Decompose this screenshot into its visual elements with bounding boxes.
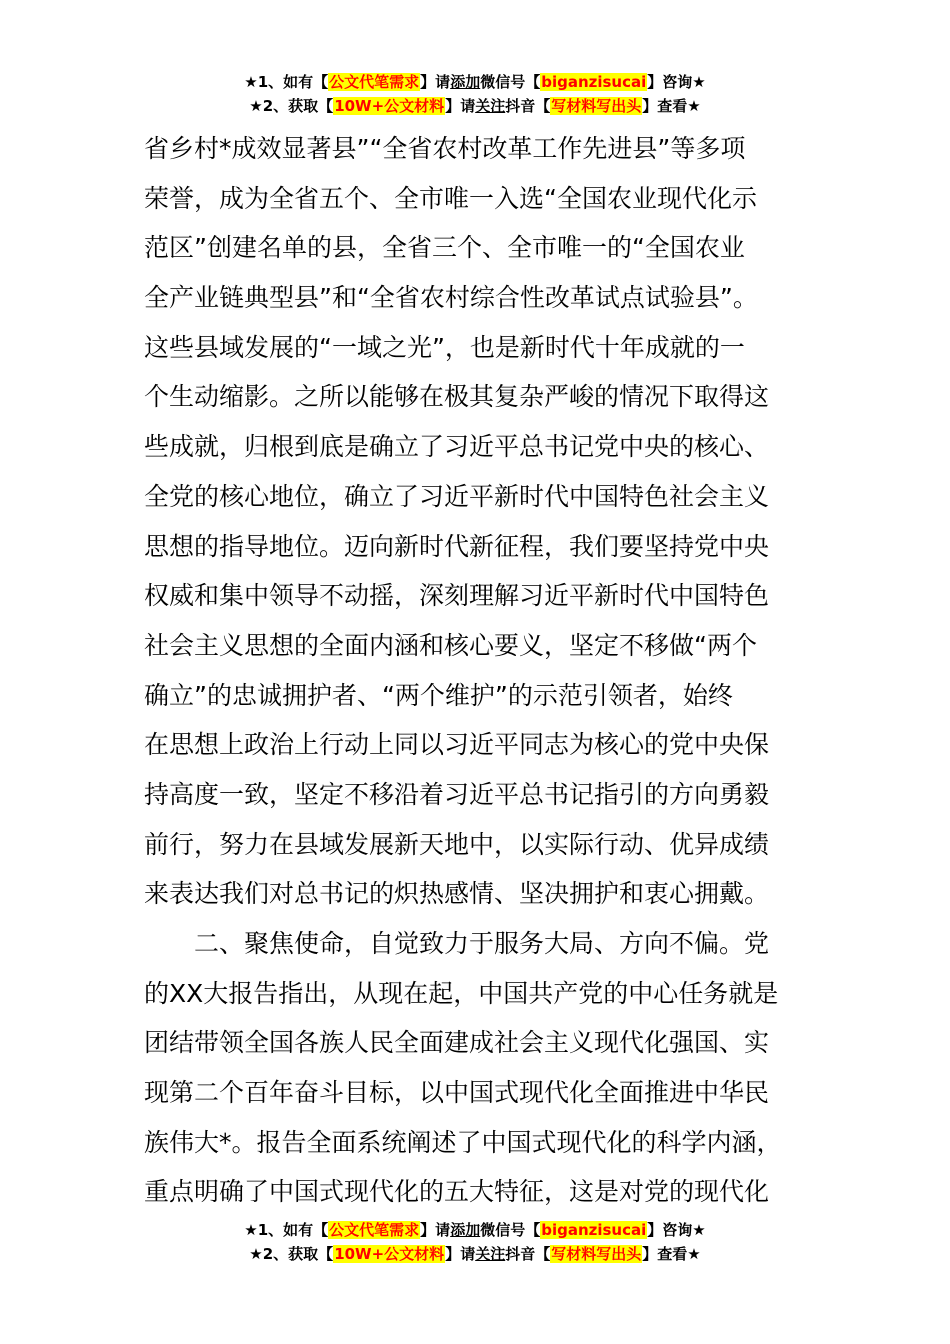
banner-text: ★1、如有【 [244,1221,329,1239]
paragraph-2 [144,919,809,1217]
text-line: 的XX大报告指出，从现在起，中国共产党的中心任务就是 [144,978,779,1008]
banner-highlight: 公文代笔需求 [329,73,420,91]
banner-highlight: 写材料写出头 [551,97,642,115]
text-line: 思想的指导地位。迈向新时代新征程，我们要坚持党中央 [144,531,770,561]
banner-text: ★2、获取【 [249,97,334,115]
banner-highlight: 写材料写出头 [551,1245,642,1263]
text-line: 省乡村*成效显著县”“全省农村改革工作先进县”等多项 [144,134,746,163]
footer-banner [0,1218,950,1266]
text-line: 族伟大*。报告全面系统阐述了中国式现代化的科学内涵， [144,1127,782,1157]
banner-text: 】请 [445,97,476,115]
banner-underline: 关注 [475,97,506,115]
banner-text: 】请 [420,73,451,91]
banner-line-1 [0,70,950,94]
text-line: 在思想上政治上行动上同以习近平同志为核心的党中央保 [144,730,770,760]
banner-text: 微信号【 [480,1221,541,1239]
paragraph-1 [144,124,809,919]
text-line: 前行，努力在县域发展新天地中，以实际行动、优异成绩 [144,829,770,859]
banner-text: 】咨询★ [647,73,706,91]
banner-text: 抖音【 [505,97,551,115]
text-line: 这些县域发展的“一域之光”，也是新时代十年成就的一 [144,332,745,362]
text-line: 些成就，归根到底是确立了习近平总书记党中央的核心、 [144,432,770,462]
banner-text: ★1、如有【 [244,73,329,91]
text-line: 团结带领全国各族人民全面建成社会主义现代化强国、实 [144,1028,770,1058]
banner-line-2 [0,94,950,118]
banner-highlight: biganzisucai [541,73,647,91]
text-line: 二、聚焦使命，自觉致力于服务大局、方向不偏。党 [194,929,770,958]
header-banner [0,70,950,118]
banner-line-1 [0,1218,950,1242]
text-line: 全党的核心地位，确立了习近平新时代中国特色社会主义 [144,481,770,511]
text-line: 全产业链典型县”和“全省农村综合性改革试点试验县”。 [144,283,758,313]
banner-highlight: 10W+公文材料 [334,1245,445,1263]
text-line: 来表达我们对总书记的炽热感情、坚决拥护和衷心拥戴。 [144,879,770,909]
banner-text: ★2、获取【 [249,1245,334,1263]
banner-underline: 添加 [450,73,481,91]
banner-text: 】请 [420,1221,451,1239]
banner-underline: 关注 [475,1245,506,1263]
text-line: 持高度一致，坚定不移沿着习近平总书记指引的方向勇毅 [144,779,770,809]
banner-highlight: 公文代笔需求 [329,1221,420,1239]
banner-highlight: 10W+公文材料 [334,97,445,115]
text-line: 个生动缩影。之所以能够在极其复杂严峻的情况下取得这 [144,382,770,412]
text-line: 社会主义思想的全面内涵和核心要义，坚定不移做“两个 [144,630,757,660]
text-line: 重点明确了中国式现代化的五大特征，这是对党的现代化 [144,1177,770,1207]
text-line: 现第二个百年奋斗目标，以中国式现代化全面推进中华民 [144,1078,770,1108]
banner-text: 】查看★ [642,97,701,115]
text-line: 范区”创建名单的县，全省三个、全市唯一的“全国农业 [144,233,745,263]
banner-line-2 [0,1242,950,1266]
banner-text: 抖音【 [505,1245,551,1263]
banner-text: 】咨询★ [647,1221,706,1239]
banner-text: 微信号【 [480,73,541,91]
banner-text: 】请 [445,1245,476,1263]
banner-underline: 添加 [450,1221,481,1239]
banner-highlight: biganzisucai [541,1221,647,1239]
document-body [144,124,809,1217]
banner-text: 】查看★ [642,1245,701,1263]
text-line: 荣誉，成为全省五个、全市唯一入选“全国农业现代化示 [144,183,757,213]
text-line: 权威和集中领导不动摇，深刻理解习近平新时代中国特色 [144,581,770,611]
text-line: 确立”的忠诚拥护者、“两个维护”的示范引领者，始终 [144,680,733,710]
